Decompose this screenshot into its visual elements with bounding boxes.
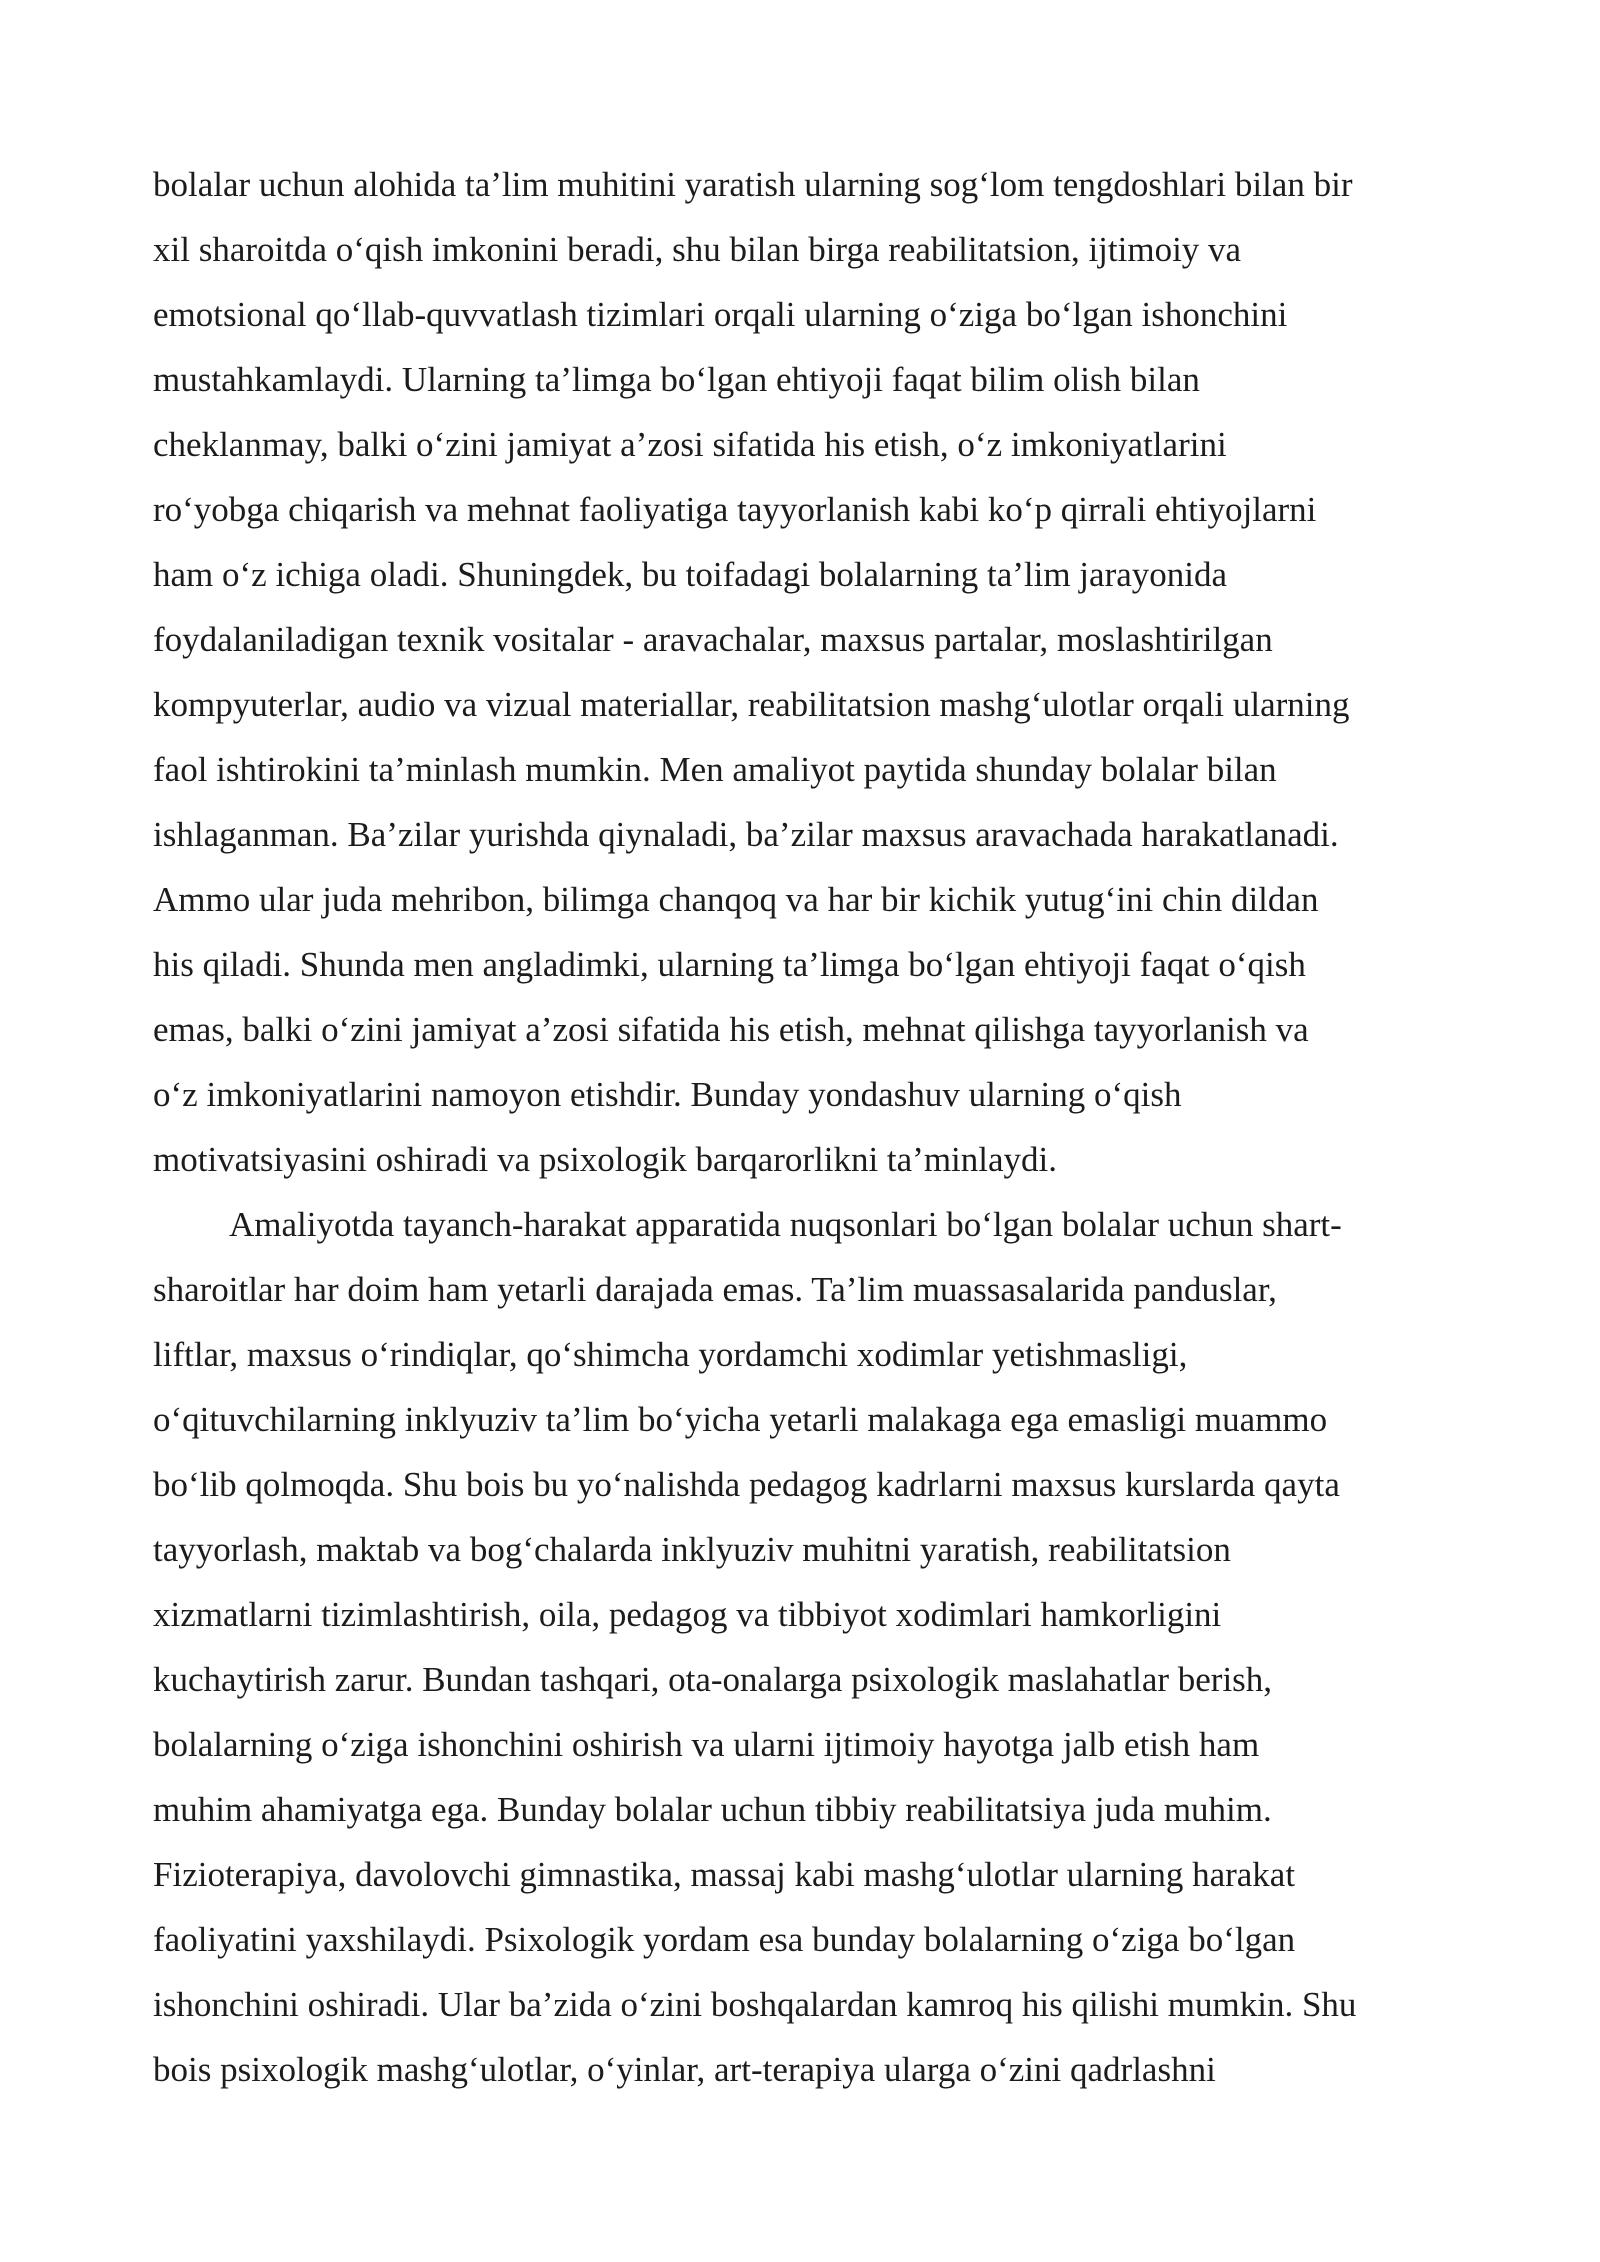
text-line: Ammo ular juda mehribon, bilimga chanqoq va har bir kichik yutug‘ini chin dildan [153,880,1319,919]
text-line: muhim ahamiyatga ega. Bunday bolalar uchun tibbiy reabilitatsiya juda muhim. [153,1790,1272,1829]
text-line: ishlaganman. Ba’zilar yurishda qiynaladi, ba’zilar maxsus aravachada harakatlanadi. [153,815,1339,854]
text-line: kuchaytirish zarur. Bundan tashqari, ota-onalarga psixologik maslahatlar berish, [153,1660,1273,1699]
text-line: xizmatlarni tizimlashtirish, oila, pedagog va tibbiyot xodimlari hamkorligini [153,1595,1222,1634]
text-line: o‘qituvchilarning inklyuziv ta’lim bo‘yicha yetarli malakaga ega emasligi muammo [153,1400,1328,1439]
text-line: mustahkamlaydi. Ularning ta’limga bo‘lgan ehtiyoji faqat bilim olish bilan [153,360,1200,399]
text-line: xil sharoitda o‘qish imkonini beradi, shu bilan birga reabilitatsion, ijtimoiy va [153,230,1242,269]
text-line: cheklanmay, balki o‘zini jamiyat a’zosi sifatida his etish, o‘z imkoniyatlarini [153,425,1227,464]
text-line: liftlar, maxsus o‘rindiqlar, qo‘shimcha yordamchi xodimlar yetishmasligi, [153,1335,1188,1374]
text-line: bolalar uchun alohida ta’lim muhitini yaratish ularning sog‘lom tengdoshlari bilan bir [153,165,1353,204]
text-line: emas, balki o‘zini jamiyat a’zosi sifatida his etish, mehnat qilishga tayyorlanish va [153,1010,1309,1049]
text-line: faoliyatini yaxshilaydi. Psixologik yordam esa bunday bolalarning o‘ziga bo‘lgan [153,1920,1296,1959]
text-line: motivatsiyasini oshiradi va psixologik barqarorlikni ta’minlaydi. [153,1140,1058,1179]
text-line: tayyorlash, maktab va bog‘chalarda inklyuziv muhitni yaratish, reabilitatsion [153,1530,1231,1569]
text-line: his qiladi. Shunda men angladimki, ularning ta’limga bo‘lgan ehtiyoji faqat o‘qish [153,945,1306,984]
document-body [153,152,1453,2102]
text-line: faol ishtirokini ta’minlash mumkin. Men amaliyot paytida shunday bolalar bilan [153,750,1277,789]
text-line: bois psixologik mashg‘ulotlar, o‘yinlar, art-terapiya ularga o‘zini qadrlashni [153,2050,1216,2089]
text-line: Fizioterapiya, davolovchi gimnastika, massaj kabi mashg‘ulotlar ularning harakat [153,1855,1296,1894]
text-line: sharoitlar har doim ham yetarli darajada emas. Ta’lim muassasalarida panduslar, [153,1270,1277,1309]
text-line: emotsional qo‘llab-quvvatlash tizimlari orqali ularning o‘ziga bo‘lgan ishonchini [153,295,1288,334]
text-line: ham o‘z ichiga oladi. Shuningdek, bu toifadagi bolalarning ta’lim jarayonida [153,555,1228,594]
text-line: kompyuterlar, audio va vizual materiallar, reabilitatsion mashg‘ulotlar orqali ularning [153,685,1350,724]
text-line: o‘z imkoniyatlarini namoyon etishdir. Bunday yondashuv ularning o‘qish [153,1075,1182,1114]
paragraph-first-line: Amaliyotda tayanch-harakat apparatida nuqsonlari bo‘lgan bolalar uchun shart- [229,1205,1342,1244]
text-line: ro‘yobga chiqarish va mehnat faoliyatiga tayyorlanish kabi ko‘p qirrali ehtiyojlarni [153,490,1317,529]
text-line: foydalaniladigan texnik vositalar - aravachalar, maxsus partalar, moslashtirilgan [153,620,1273,659]
text-line: bo‘lib qolmoqda. Shu bois bu yo‘nalishda pedagog kadrlarni maxsus kurslarda qayta [153,1465,1340,1504]
text-line: ishonchini oshiradi. Ular ba’zida o‘zini boshqalardan kamroq his qilishi mumkin. Shu [153,1985,1357,2024]
text-line: bolalarning o‘ziga ishonchini oshirish va ularni ijtimoiy hayotga jalb etish ham [153,1725,1260,1764]
